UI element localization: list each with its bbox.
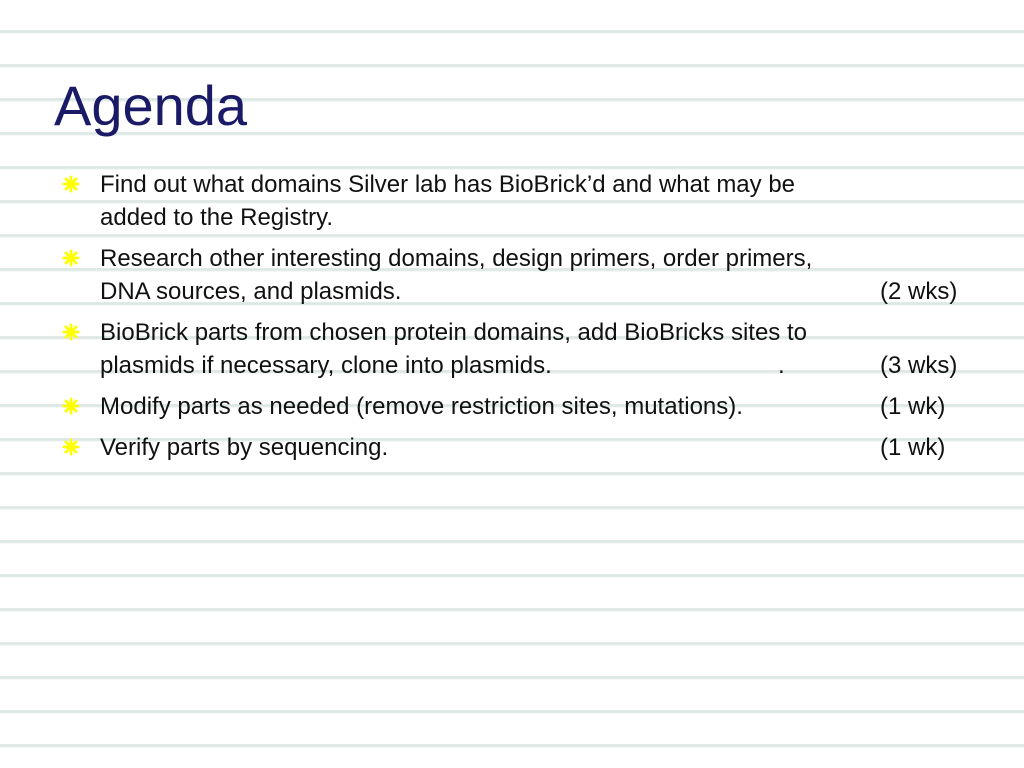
agenda-item-line: [100, 316, 992, 349]
agenda-item: [62, 242, 992, 308]
starburst-bullet-icon: [62, 323, 80, 341]
starburst-bullet-icon: [62, 397, 80, 415]
starburst-bullet-icon: [62, 175, 80, 193]
agenda-item-duration: (1 wk): [880, 434, 946, 461]
agenda-item-text: BioBrick parts from chosen protein domains, add BioBricks sites to: [100, 319, 807, 346]
agenda-item-line: [100, 431, 992, 464]
agenda-item-text: plasmids if necessary, clone into plasmids.: [100, 352, 552, 379]
agenda-item: [62, 390, 992, 423]
agenda-item-line: [100, 390, 992, 423]
starburst-bullet-icon: [62, 249, 80, 267]
agenda-item-line: [100, 201, 992, 234]
agenda-item: [62, 431, 992, 464]
agenda-item-duration: (3 wks): [880, 352, 958, 379]
starburst-bullet-icon: [62, 438, 80, 456]
agenda-item-text: added to the Registry.: [100, 204, 334, 231]
agenda-item-text: Verify parts by sequencing.: [100, 434, 389, 461]
agenda-item-text: DNA sources, and plasmids.: [100, 278, 402, 305]
agenda-item-line: [100, 275, 992, 308]
agenda-item-duration: (1 wk): [880, 393, 946, 420]
agenda-item-line: [100, 349, 992, 382]
agenda-item-text: Modify parts as needed (remove restriction sites, mutations).: [100, 393, 743, 420]
agenda-list: [62, 168, 992, 472]
agenda-item-line: [100, 168, 992, 201]
agenda-item-duration: (2 wks): [880, 278, 958, 305]
agenda-item-dot: .: [778, 352, 785, 379]
agenda-item-line: [100, 242, 992, 275]
slide-title: Agenda: [54, 74, 248, 137]
agenda-item-text: Find out what domains Silver lab has BioBrick’d and what may be: [100, 171, 796, 198]
agenda-item-text: Research other interesting domains, design primers, order primers,: [100, 245, 813, 272]
agenda-item: [62, 316, 992, 382]
agenda-item: [62, 168, 992, 234]
